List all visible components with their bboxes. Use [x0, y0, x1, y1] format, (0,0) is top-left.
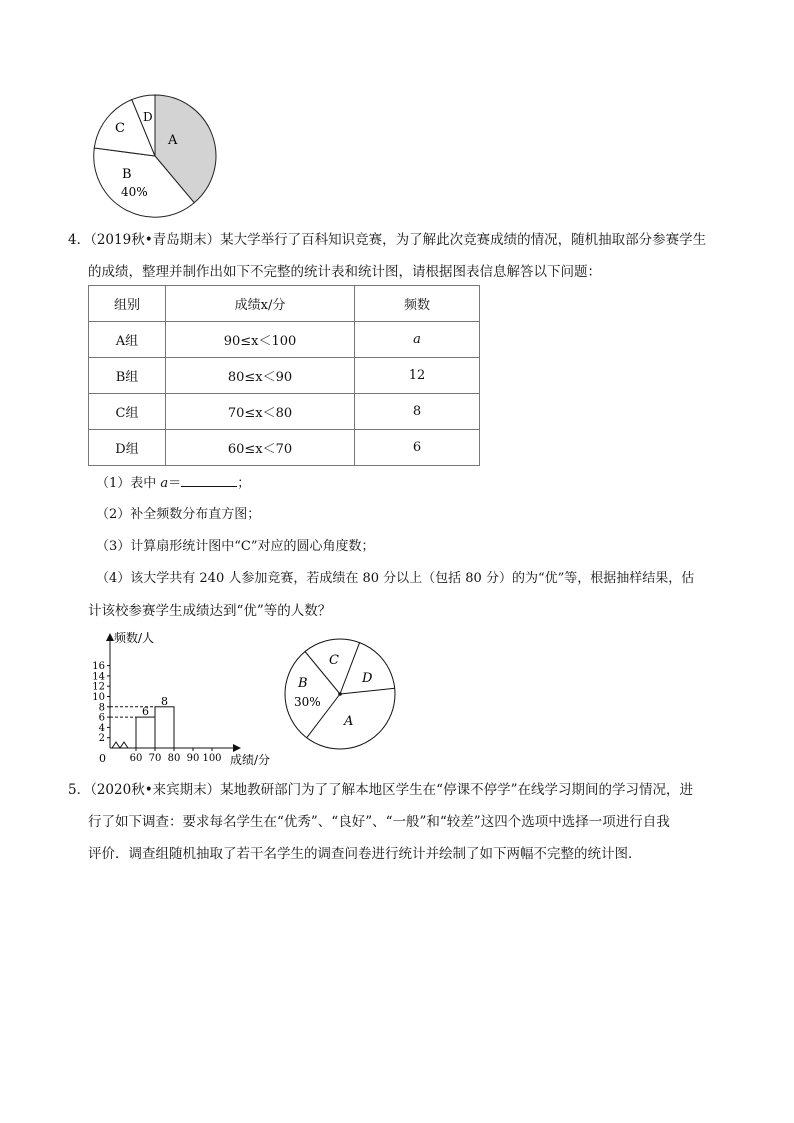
table-cell-group: A组	[89, 322, 166, 358]
answer-blank[interactable]	[181, 472, 237, 487]
x-tick-label: 80	[167, 753, 181, 764]
y-tick-label: 16	[92, 661, 105, 673]
bar-value-label: 8	[161, 694, 168, 708]
table-cell-range: 60≤x＜70	[166, 430, 355, 466]
q4-sub-3: （3）计算扇形统计图中“C”对应的圆心角度数；	[96, 539, 375, 554]
bar-value-label: 6	[142, 705, 149, 719]
histogram-origin: 0	[99, 752, 106, 765]
q4-number: 4．	[68, 232, 91, 248]
table-cell-freq: 6	[355, 430, 480, 466]
frequency-histogram	[88, 628, 288, 768]
table-row	[89, 394, 480, 430]
y-tick-label: 14	[92, 671, 105, 683]
x-tick-label: 70	[148, 753, 162, 764]
sector-center	[338, 692, 342, 696]
table-cell-freq: 12	[355, 358, 480, 394]
sector-label-d: D	[362, 671, 373, 686]
q5-line-3: 评价．调查组随机抽取了若干名学生的调查问卷进行统计并绘制了如下两幅不完整的统计图．	[88, 846, 642, 862]
table-row	[89, 322, 480, 358]
q5-number: 5．	[68, 782, 91, 798]
table-row	[89, 358, 480, 394]
y-tick-label: 6	[98, 712, 105, 724]
top-pie-chart	[88, 92, 228, 222]
y-tick-label: 10	[92, 692, 105, 703]
q5-text-1: （2020秋•来宾期末）某地教研部门为了了解本地区学生在“停课不停学”在线学习期间的学习情况，进	[90, 782, 693, 798]
y-tick-label: 8	[98, 702, 105, 714]
table-header: 频数	[355, 286, 480, 322]
q5-line-2: 行了如下调查：要求每名学生在“优秀”、“良好”、“一般”和“较差”这四个选项中选择一项进行自我	[88, 814, 670, 830]
histogram-bar	[136, 717, 155, 748]
sector-label-a: A	[344, 714, 354, 729]
table-cell-range: 90≤x＜100	[166, 322, 355, 358]
sub1-end: ；	[237, 476, 251, 491]
sector-chart	[282, 636, 398, 752]
table-cell-freq: a	[355, 322, 480, 358]
q4-text-1: （2019秋•青岛期末）某大学举行了百科知识竞赛，为了解此次竞赛成绩的情况，随机抽取部分参赛学生	[90, 232, 707, 248]
frequency-table	[88, 285, 480, 466]
q4-sub-1	[96, 472, 250, 494]
x-tick-label: 60	[129, 753, 143, 764]
histogram-ylabel: 频数/人	[114, 631, 155, 645]
table-cell-group: D组	[89, 430, 166, 466]
table-row	[89, 430, 480, 466]
q5-line-1	[68, 780, 693, 800]
sub1-variable: a	[160, 476, 169, 491]
pie-label-d: D	[143, 110, 153, 124]
y-tick-label: 12	[92, 681, 105, 693]
table-header: 组别	[89, 286, 166, 322]
q4-line-1	[68, 230, 706, 250]
x-tick-label: 100	[202, 753, 222, 764]
histogram-bar	[155, 707, 174, 748]
pie-label-b: B	[122, 167, 132, 182]
table-cell-range: 80≤x＜90	[166, 358, 355, 394]
sector-label-b-percent: 30%	[294, 695, 321, 709]
sub1-equals: ＝	[168, 476, 182, 491]
table-cell-group: C组	[89, 394, 166, 430]
sub1-text: （1）表中	[96, 476, 161, 491]
sector-label-b: B	[298, 676, 308, 691]
pie-label-c: C	[115, 121, 125, 136]
table-cell-group: B组	[89, 358, 166, 394]
q4-line-2: 的成绩，整理并制作出如下不完整的统计表和统计图，请根据图表信息解答以下问题：	[88, 264, 601, 280]
x-tick-label: 90	[186, 753, 200, 764]
table-header-row	[89, 286, 480, 322]
table-header: 成绩x/分	[166, 286, 355, 322]
table-cell-range: 70≤x＜80	[166, 394, 355, 430]
y-tick-label: 2	[98, 733, 105, 745]
pie-label-a: A	[168, 133, 178, 148]
pie-label-b-percent: 40%	[121, 185, 148, 199]
sector-label-c: C	[329, 653, 339, 668]
histogram-xlabel: 成绩/分	[230, 753, 271, 767]
y-tick-label: 4	[98, 722, 105, 734]
q4-sub-4-line-1: （4）该大学共有 240 人参加竞赛，若成绩在 80 分以上（包括 80 分）的为“优”等，根据抽样结果，估	[96, 571, 695, 586]
table-cell-freq: 8	[355, 394, 480, 430]
q4-sub-4-line-2: 计该校参赛学生成绩达到“优”等的人数？	[88, 603, 332, 619]
q4-sub-2: （2）补全频数分布直方图；	[96, 507, 261, 522]
axis-break	[112, 742, 128, 748]
